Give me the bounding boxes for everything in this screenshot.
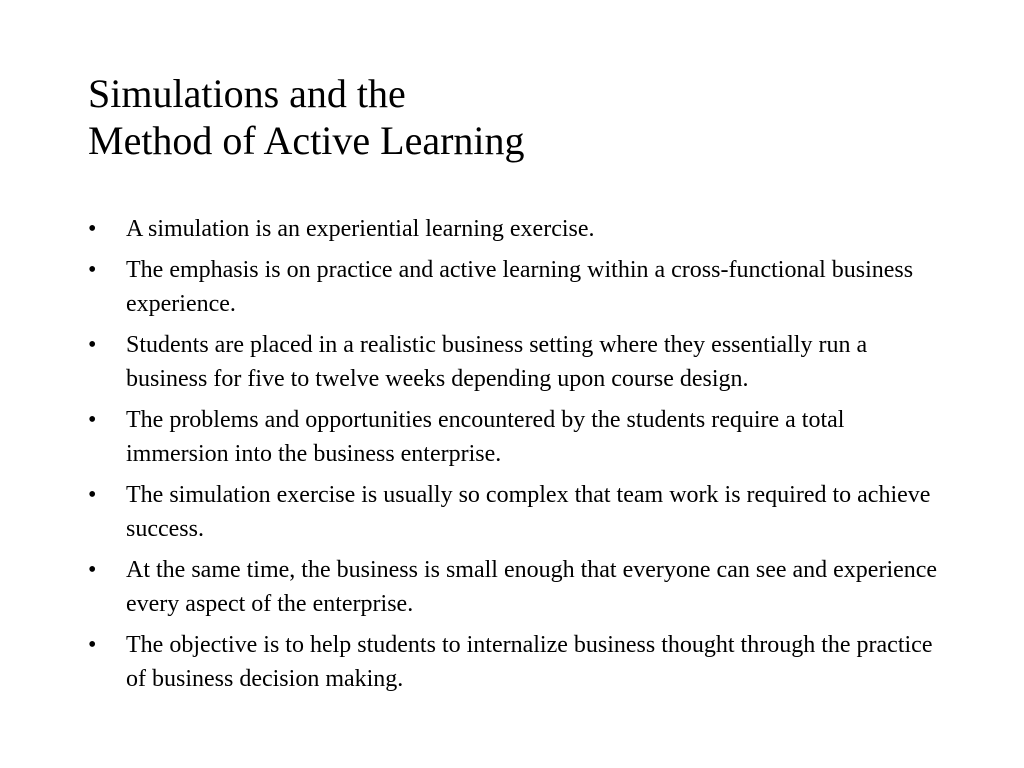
bullet-text: The objective is to help students to internalize business thought through the practice of business decision making.: [126, 632, 933, 692]
bullet-text: The simulation exercise is usually so complex that team work is required to achieve success.: [126, 482, 931, 542]
title-line-2: Method of Active Learning: [88, 118, 525, 163]
bullet-item: [88, 328, 948, 396]
bullet-icon: •: [88, 332, 97, 358]
bullet-item: [88, 628, 948, 696]
bullet-icon: •: [88, 216, 97, 242]
bullet-item: [88, 212, 948, 246]
bullet-icon: •: [88, 407, 97, 433]
bullet-item: [88, 403, 948, 471]
bullet-icon: •: [88, 257, 97, 283]
title-line-1: Simulations and the: [88, 71, 406, 116]
bullet-text: A simulation is an experiential learning exercise.: [126, 216, 595, 242]
bullet-text: At the same time, the business is small enough that everyone can see and experience every aspect of the enterprise.: [126, 557, 938, 617]
slide-title: [88, 70, 525, 164]
bullet-icon: •: [88, 482, 97, 508]
bullet-list: [88, 212, 948, 703]
bullet-icon: •: [88, 632, 97, 658]
bullet-text: Students are placed in a realistic business setting where they essentially run a business for five to twelve weeks depending upon course design.: [126, 332, 868, 392]
bullet-icon: •: [88, 557, 97, 583]
bullet-item: [88, 553, 948, 621]
bullet-text: The emphasis is on practice and active learning within a cross-functional business experience.: [126, 257, 914, 317]
bullet-text: The problems and opportunities encountered by the students require a total immersion into the business enterprise.: [126, 407, 845, 467]
bullet-item: [88, 478, 948, 546]
bullet-item: [88, 253, 948, 321]
